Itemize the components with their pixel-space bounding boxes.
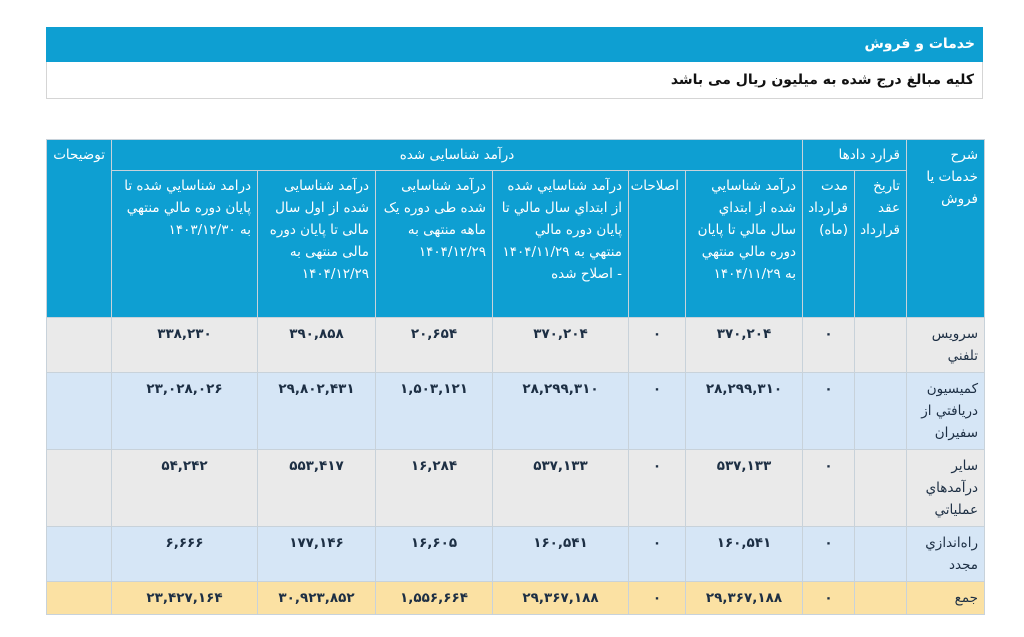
- total-rev-fy: ۳۰,۹۲۳,۸۵۲: [258, 582, 376, 615]
- cell-corrections: ۰: [629, 527, 686, 582]
- table-row: [47, 450, 985, 527]
- row-label: سرويس تلفني: [907, 318, 985, 373]
- total-rev-start: ۲۹,۳۶۷,۱۸۸: [686, 582, 803, 615]
- total-rev-prev: ۲۳,۴۲۷,۱۶۴: [112, 582, 258, 615]
- total-rev-corrected: ۲۹,۳۶۷,۱۸۸: [493, 582, 629, 615]
- cell-notes: [47, 450, 112, 527]
- cell-rev-start: ۳۷۰,۲۰۴: [686, 318, 803, 373]
- total-contract-date: [855, 582, 907, 615]
- table-row: [47, 318, 985, 373]
- revenue-table: [46, 139, 985, 615]
- total-rev-month: ۱,۵۵۶,۶۶۴: [376, 582, 493, 615]
- row-label: ساير درآمدهاي عملياتي: [907, 450, 985, 527]
- header-recognized-revenue: درآمد شناسایی شده: [112, 140, 803, 171]
- cell-rev-start: ۱۶۰,۵۴۱: [686, 527, 803, 582]
- total-duration: ۰: [803, 582, 855, 615]
- cell-rev-corrected: ۲۸,۲۹۹,۳۱۰: [493, 373, 629, 450]
- header-contract-duration: مدت قرارداد (ماه): [803, 171, 855, 318]
- cell-contract-date: [855, 318, 907, 373]
- units-note: کلیه مبالغ درج شده به میلیون ریال می باشد: [46, 62, 983, 99]
- header-contracts: قرارد دادها: [803, 140, 907, 171]
- cell-rev-month: ۱,۵۰۳,۱۲۱: [376, 373, 493, 450]
- cell-rev-prev: ۳۳۸,۲۳۰: [112, 318, 258, 373]
- cell-rev-fy: ۱۷۷,۱۴۶: [258, 527, 376, 582]
- cell-contract-date: [855, 450, 907, 527]
- row-label: کميسيون دريافتي از سفيران: [907, 373, 985, 450]
- table-row: [47, 527, 985, 582]
- cell-rev-corrected: ۵۳۷,۱۳۳: [493, 450, 629, 527]
- total-notes: [47, 582, 112, 615]
- header-rev-month: درآمد شناسایی شده طی دوره یک ماهه منتهی به ۱۴۰۴/۱۲/۲۹: [376, 171, 493, 318]
- cell-duration: ۰: [803, 527, 855, 582]
- cell-duration: ۰: [803, 450, 855, 527]
- header-description: شرح خدمات یا فروش: [907, 140, 985, 318]
- cell-rev-month: ۱۶,۶۰۵: [376, 527, 493, 582]
- cell-duration: ۰: [803, 318, 855, 373]
- total-label: جمع: [907, 582, 985, 615]
- cell-notes: [47, 373, 112, 450]
- section-title: خدمات و فروش: [46, 27, 983, 62]
- total-row: [47, 582, 985, 615]
- header-rev-start: درآمد شناسايي شده از ابتداي سال مالي تا پايان دوره مالي منتهي به ۱۴۰۴/۱۱/۲۹: [686, 171, 803, 318]
- cell-contract-date: [855, 373, 907, 450]
- cell-corrections: ۰: [629, 318, 686, 373]
- table-row: [47, 373, 985, 450]
- header-rev-corrected: درآمد شناسايي شده از ابتداي سال مالي تا پايان دوره مالي منتهي به ۱۴۰۴/۱۱/۲۹ - اصلاح شده: [493, 171, 629, 318]
- row-label: راه‌اندازي مجدد: [907, 527, 985, 582]
- cell-corrections: ۰: [629, 373, 686, 450]
- cell-rev-prev: ۶,۶۶۶: [112, 527, 258, 582]
- cell-rev-month: ۲۰,۶۵۴: [376, 318, 493, 373]
- cell-rev-corrected: ۱۶۰,۵۴۱: [493, 527, 629, 582]
- header-contract-date: تاريخ عقد قرارداد: [855, 171, 907, 318]
- cell-rev-corrected: ۳۷۰,۲۰۴: [493, 318, 629, 373]
- cell-rev-start: ۵۳۷,۱۳۳: [686, 450, 803, 527]
- cell-corrections: ۰: [629, 450, 686, 527]
- cell-rev-prev: ۵۴,۲۴۲: [112, 450, 258, 527]
- header-corrections: اصلاحات: [629, 171, 686, 318]
- cell-rev-prev: ۲۳,۰۲۸,۰۲۶: [112, 373, 258, 450]
- cell-duration: ۰: [803, 373, 855, 450]
- cell-contract-date: [855, 527, 907, 582]
- cell-notes: [47, 527, 112, 582]
- cell-rev-fy: ۳۹۰,۸۵۸: [258, 318, 376, 373]
- cell-rev-start: ۲۸,۲۹۹,۳۱۰: [686, 373, 803, 450]
- cell-notes: [47, 318, 112, 373]
- header-notes: توضیحات: [47, 140, 112, 318]
- total-corrections: ۰: [629, 582, 686, 615]
- header-rev-fy: درآمد شناسایی شده از اول سال مالی تا پایان دوره مالی منتهی به ۱۴۰۴/۱۲/۲۹: [258, 171, 376, 318]
- header-rev-prev: درامد شناسايي شده تا پايان دوره مالي منتهي به ۱۴۰۳/۱۲/۳۰: [112, 171, 258, 318]
- cell-rev-month: ۱۶,۲۸۴: [376, 450, 493, 527]
- cell-rev-fy: ۵۵۳,۴۱۷: [258, 450, 376, 527]
- cell-rev-fy: ۲۹,۸۰۲,۴۳۱: [258, 373, 376, 450]
